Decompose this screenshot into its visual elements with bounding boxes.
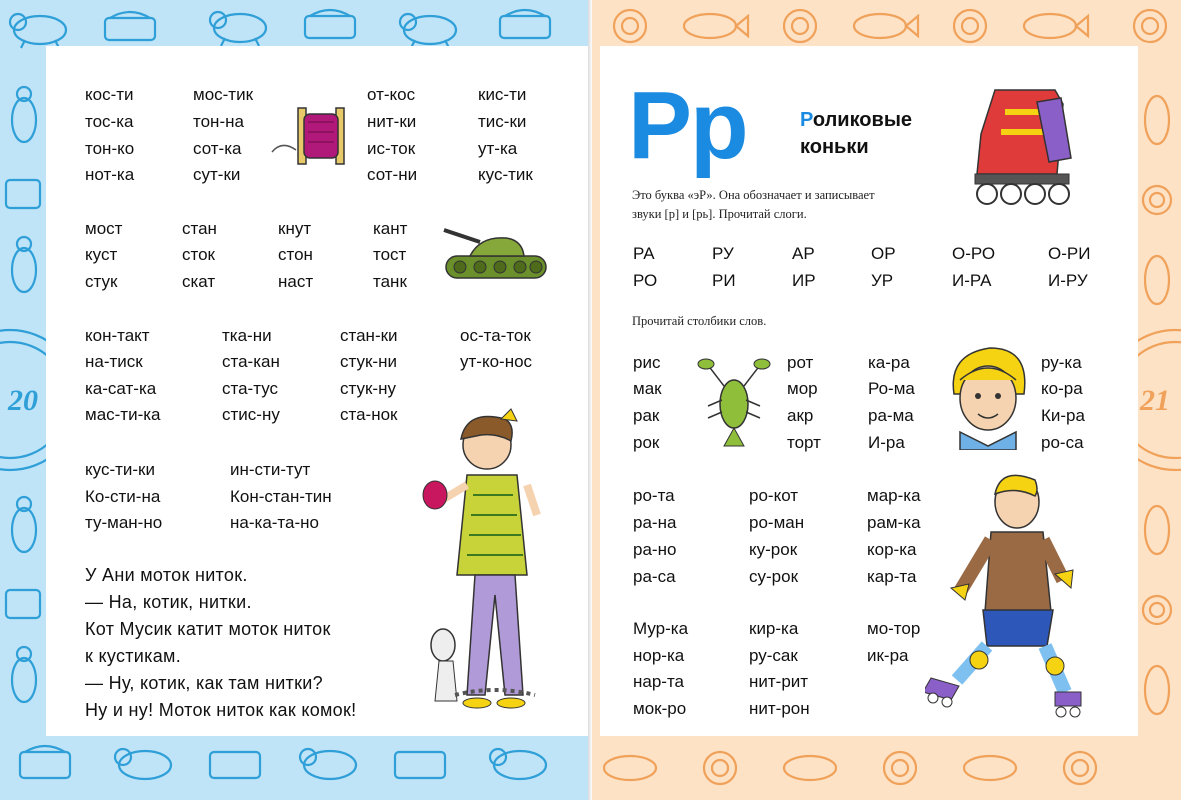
syllable-word: кис-ти xyxy=(478,85,527,104)
story-line: к кустикам. xyxy=(85,646,182,666)
syllable: И-РА xyxy=(952,271,992,290)
syllable: АР xyxy=(792,244,815,263)
dog-ornament-icon xyxy=(210,12,266,46)
word: мо-тор xyxy=(867,619,921,638)
dog-ornament-icon xyxy=(400,14,456,48)
word: ра-ма xyxy=(868,406,914,425)
syllable-word: ис-ток xyxy=(367,139,416,158)
word: мак xyxy=(633,379,662,398)
word: мор xyxy=(787,379,818,398)
syllable-word: сот-ни xyxy=(367,165,418,184)
story-line: Ну и ну! Моток ниток как комок! xyxy=(85,700,357,720)
word: Ки-ра xyxy=(1041,406,1085,425)
syllable-word: ту-ман-но xyxy=(85,513,163,532)
book-spine xyxy=(588,0,592,800)
rose-ornament-icon xyxy=(704,752,736,784)
fish-ornament-icon xyxy=(784,756,836,780)
dog-ornament-icon xyxy=(490,749,546,779)
word: акр xyxy=(787,406,814,425)
syllable: И-РУ xyxy=(1048,271,1088,290)
syllable: РА xyxy=(633,244,655,263)
syllable: ИР xyxy=(792,271,816,290)
syllable-word: нот-ка xyxy=(85,165,135,184)
title-line2: коньки xyxy=(800,136,869,158)
word: нор-ка xyxy=(633,646,685,665)
syllable-word: стук-ну xyxy=(340,379,396,398)
rose-ornament-icon xyxy=(884,752,916,784)
syllable-word: нит-ки xyxy=(367,112,417,131)
word: ро-кот xyxy=(749,486,799,505)
dog-ornament-icon xyxy=(12,87,36,142)
word: мост xyxy=(85,219,123,238)
fish-ornament-icon xyxy=(1145,666,1169,714)
fish-ornament-icon xyxy=(1145,506,1169,554)
dog-ornament-icon xyxy=(115,749,171,779)
thread-spool-illustration xyxy=(268,102,348,172)
syllable-word: стан-ки xyxy=(340,326,398,345)
rose-ornament-icon xyxy=(954,10,986,42)
syllable-word: ста-тус xyxy=(222,379,278,398)
syllable-word: мас-ти-ка xyxy=(85,405,161,424)
cake-ornament-icon xyxy=(6,180,40,208)
syllable: УР xyxy=(871,271,894,290)
word: стан xyxy=(182,219,217,238)
word: рам-ка xyxy=(867,513,921,532)
rose-ornament-icon xyxy=(614,10,646,42)
syllable-word: от-кос xyxy=(367,85,416,104)
syllable-word: стук-ни xyxy=(340,352,397,371)
rose-ornament-icon xyxy=(1143,596,1171,624)
fish-ornament-icon xyxy=(1145,256,1169,304)
syllable-word: ин-сти-тут xyxy=(230,460,311,479)
syllable-word: тис-ки xyxy=(478,112,527,131)
fish-ornament-icon xyxy=(964,756,1016,780)
syllable-word: мос-тик xyxy=(193,85,254,104)
rose-ornament-icon xyxy=(1134,10,1166,42)
word: рак xyxy=(633,406,660,425)
word: торт xyxy=(787,433,821,452)
word: стон xyxy=(278,245,313,264)
dog-ornament-icon xyxy=(12,237,36,292)
word: рок xyxy=(633,433,660,452)
page-title xyxy=(800,107,912,161)
syllable: РО xyxy=(633,271,658,290)
syllable-word: ка-сат-ка xyxy=(85,379,157,398)
word: рис xyxy=(633,353,661,372)
syllable-word: ут-ка xyxy=(478,139,518,158)
word: ро-та xyxy=(633,486,675,505)
fish-ornament-icon xyxy=(604,756,656,780)
word: ру-сак xyxy=(749,646,798,665)
roller-skate-illustration xyxy=(965,82,1095,212)
cake-ornament-icon xyxy=(20,746,70,778)
syllable-word: кус-ти-ки xyxy=(85,460,155,479)
word: кир-ка xyxy=(749,619,799,638)
story-line: Кот Мусик катит моток ниток xyxy=(85,619,331,639)
dog-ornament-icon xyxy=(10,14,66,48)
cake-ornament-icon xyxy=(6,590,40,618)
cake-ornament-icon xyxy=(105,12,155,40)
syllable-word: сут-ки xyxy=(193,165,241,184)
word: ку-рок xyxy=(749,540,798,559)
word: ро-ман xyxy=(749,513,805,532)
fish-ornament-icon xyxy=(684,14,748,38)
syllable-word: тка-ни xyxy=(222,326,272,345)
word: Мур-ка xyxy=(633,619,689,638)
syllable-word: Ко-сти-на xyxy=(85,487,161,506)
syllable-word: сот-ка xyxy=(193,139,242,158)
word: ру-ка xyxy=(1041,353,1082,372)
syllable: О-РО xyxy=(952,244,996,263)
word: кор-ка xyxy=(867,540,917,559)
cake-ornament-icon xyxy=(305,10,355,38)
word: тост xyxy=(373,245,407,264)
word: ра-но xyxy=(633,540,677,559)
syllable-word: Кон-стан-тин xyxy=(230,487,332,506)
story-line: — На, котик, нитки. xyxy=(85,592,252,612)
big-letter-heading: Рр xyxy=(628,72,747,179)
word: ро-са xyxy=(1041,433,1084,452)
word: сток xyxy=(182,245,215,264)
syllable-word: на-ка-та-но xyxy=(230,513,319,532)
dog-ornament-icon xyxy=(300,749,356,779)
syllable-word: на-тиск xyxy=(85,352,143,371)
syllable-word: стис-ну xyxy=(222,405,280,424)
fish-ornament-icon xyxy=(1145,96,1169,144)
word: мок-ро xyxy=(633,699,687,718)
syllable: РИ xyxy=(712,271,736,290)
word: ра-са xyxy=(633,567,676,586)
word: нар-та xyxy=(633,672,685,691)
word: мар-ка xyxy=(867,486,921,505)
fish-ornament-icon xyxy=(854,14,918,38)
word: наст xyxy=(278,272,314,291)
right-page-number: 21 xyxy=(1140,384,1170,417)
crayfish-illustration xyxy=(694,350,774,450)
syllable: РУ xyxy=(712,244,734,263)
word: рот xyxy=(787,353,814,372)
intro-text-line2: звуки [р] и [рь]. Прочитай слоги. xyxy=(632,207,807,221)
word: ка-ра xyxy=(868,353,910,372)
syllable-word: кус-тик xyxy=(478,165,533,184)
syllable: О-РИ xyxy=(1048,244,1091,263)
fish-ornament-icon xyxy=(1024,14,1088,38)
word: кант xyxy=(373,219,408,238)
cake-ornament-icon xyxy=(210,752,260,778)
tank-illustration xyxy=(440,220,552,284)
girl-with-thread-illustration xyxy=(415,405,545,715)
cake-ornament-icon xyxy=(500,10,550,38)
word: нит-рит xyxy=(749,672,809,691)
syllable-word: ут-ко-нос xyxy=(460,352,533,371)
intro-text-line1: Это буква «эР». Она обозначает и записывает xyxy=(632,188,875,202)
skating-boy-illustration xyxy=(925,470,1105,720)
left-page-number: 20 xyxy=(8,384,38,417)
syllable-word: тон-на xyxy=(193,112,244,131)
title-first-letter: Р xyxy=(800,109,813,131)
word: Ро-ма xyxy=(868,379,915,398)
instruction-text: Прочитай столбики слов. xyxy=(632,314,767,328)
word: танк xyxy=(373,272,407,291)
syllable-word: ос-та-ток xyxy=(460,326,531,345)
word: ра-на xyxy=(633,513,677,532)
word: су-рок xyxy=(749,567,799,586)
dog-ornament-icon xyxy=(12,647,36,702)
word: И-ра xyxy=(868,433,905,452)
rose-ornament-icon xyxy=(784,10,816,42)
syllable-word: тон-ко xyxy=(85,139,135,158)
word: стук xyxy=(85,272,118,291)
story-line: — Ну, котик, как там нитки? xyxy=(85,673,323,693)
word: скат xyxy=(182,272,216,291)
syllable-word: кон-такт xyxy=(85,326,150,345)
word: нит-рон xyxy=(749,699,810,718)
syllable-word: ста-кан xyxy=(222,352,280,371)
word: куст xyxy=(85,245,118,264)
word: ик-ра xyxy=(867,646,909,665)
syllable-word: кос-ти xyxy=(85,85,134,104)
title-line1-rest: оликовые xyxy=(812,109,913,131)
cake-ornament-icon xyxy=(395,752,445,778)
rose-ornament-icon xyxy=(1064,752,1096,784)
boy-portrait-illustration xyxy=(940,340,1030,450)
story-line: У Ани моток ниток. xyxy=(85,565,248,585)
dog-ornament-icon xyxy=(12,497,36,552)
word: кнут xyxy=(278,219,312,238)
syllable-word: ста-нок xyxy=(340,405,398,424)
syllable-word: тос-ка xyxy=(85,112,134,131)
word: ко-ра xyxy=(1041,379,1083,398)
word: кар-та xyxy=(867,567,917,586)
syllable: ОР xyxy=(871,244,896,263)
rose-ornament-icon xyxy=(1143,186,1171,214)
